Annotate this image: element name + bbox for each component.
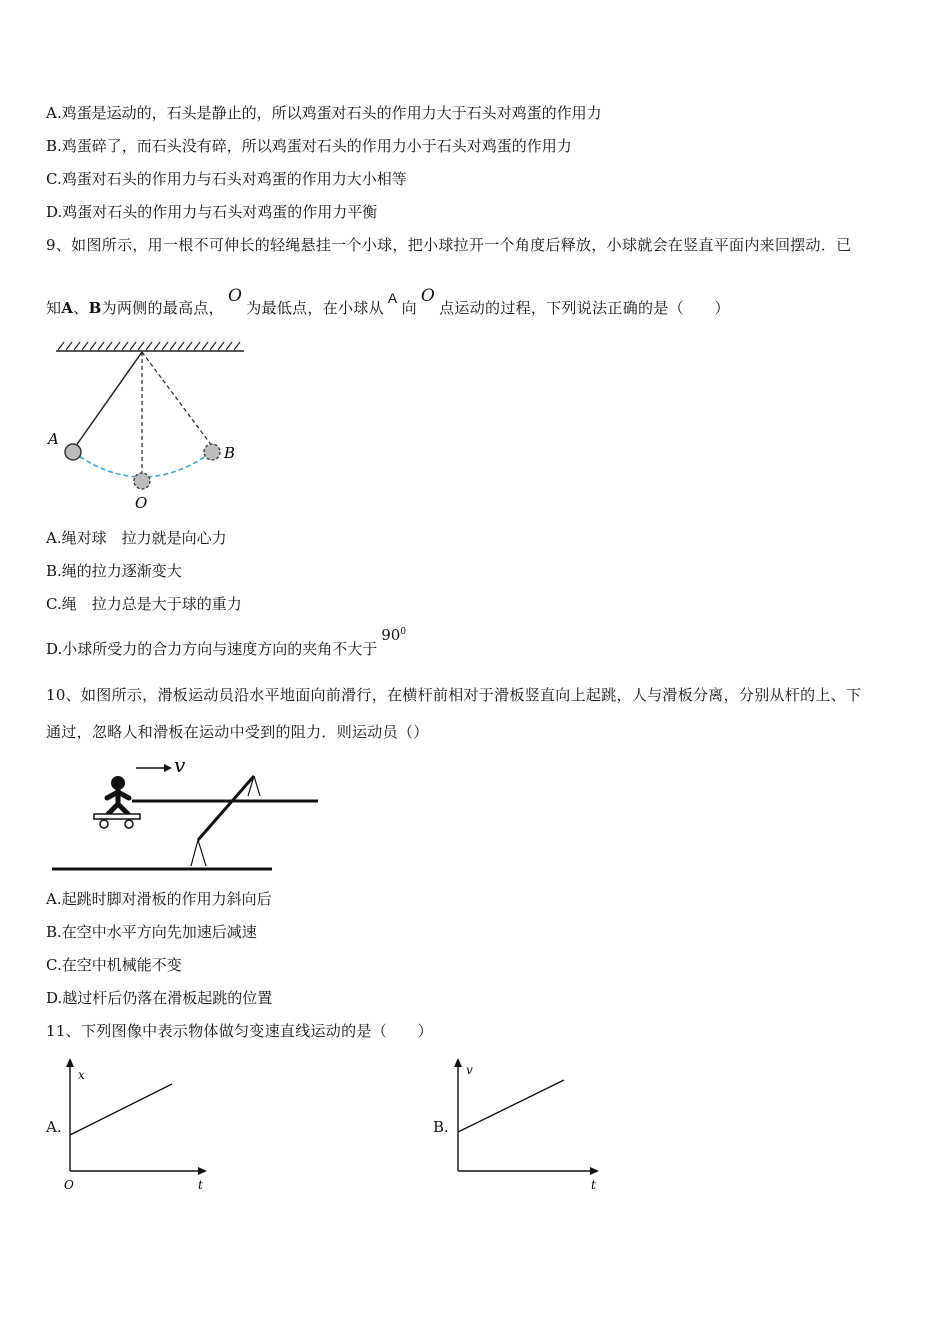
q10-stem-line2: 通过，忽略人和滑板在运动中受到的阻力．则运动员（） (46, 723, 429, 741)
q11-graph-a-label: A. (46, 1118, 62, 1136)
q10-option-c: C.在空中机械能不变 (46, 956, 182, 974)
q10-option-d: D.越过杆后仍落在滑板起跳的位置 (46, 989, 273, 1007)
q11-graph-b-label: B. (433, 1118, 449, 1136)
q10-stem-line1: 10、如图所示，滑板运动员沿水平地面向前滑行，在横杆前相对于滑板竖直向上起跳，人与滑板分离，分别从杆的上、下 (46, 686, 862, 704)
q8-option-a: A.鸡蛋是运动的，石头是静止的，所以鸡蛋对石头的作用力大于石头对鸡蛋的作用力 (46, 104, 602, 122)
skateboard-figure (46, 752, 326, 877)
graph-b-y-label: v (466, 1063, 473, 1077)
q9-stem-line1: 9、如图所示，用一根不可伸长的轻绳悬挂一个小球，把小球拉开一个角度后释放，小球就会在竖直平面内来回摆动．已 (46, 236, 852, 254)
graph-a-x-arrowhead (198, 1167, 207, 1175)
graph-a-x-label: t (198, 1178, 203, 1192)
graph-b-x-label: t (591, 1178, 596, 1192)
q10-option-a: A.起跳时脚对滑板的作用力斜向后 (46, 890, 272, 908)
skateboard-wheel-left (100, 820, 108, 828)
velocity-arrowhead (164, 764, 172, 772)
degree-superscript: 0 (400, 627, 407, 637)
graph-a-y-label: x (78, 1068, 85, 1082)
pendulum-figure (40, 334, 260, 514)
q11-stem: 11、下列图像中表示物体做匀变速直线运动的是（ ） (46, 1022, 433, 1040)
q9-option-d-text: D.小球所受力的合力方向与速度方向的夹角不大于 (46, 640, 378, 658)
skateboard-deck (94, 814, 140, 819)
graph-a (60, 1055, 220, 1195)
q9-option-c: C.绳 拉力总是大于球的重力 (46, 595, 242, 613)
skateboard-wheel-right (125, 820, 133, 828)
label-a: A (48, 430, 59, 448)
q9-point-o-raised: O (420, 286, 436, 306)
slanted-pole (198, 776, 254, 840)
ball-a (65, 444, 81, 460)
graph-b-y-arrowhead (454, 1058, 462, 1067)
pole-bottom-stand (191, 840, 206, 866)
q9-text: 为最低点，在小球从 (246, 299, 384, 317)
q9-option-d (46, 626, 407, 659)
q9-text: 为两侧的最高点， (101, 299, 224, 317)
label-b: B (224, 444, 236, 462)
q9-point-a: A (61, 299, 74, 317)
graph-b-x-arrowhead (590, 1167, 599, 1175)
q10-option-b: B.在空中水平方向先加速后减速 (46, 923, 257, 941)
q9-text: 知 (46, 299, 62, 317)
graph-b (448, 1055, 608, 1195)
q9-point-o: O (227, 286, 243, 306)
velocity-label: v (174, 753, 186, 777)
q9-stem-line2 (46, 286, 730, 318)
q8-option-c: C.鸡蛋对石头的作用力与石头对鸡蛋的作用力大小相等 (46, 170, 407, 188)
graph-a-origin-label: O (64, 1178, 74, 1192)
rope-dashed-right (142, 352, 212, 446)
ball-b (204, 444, 220, 460)
angle-number: 90 (381, 626, 401, 644)
q9-text: 向 (401, 299, 417, 317)
q9-option-a: A.绳对球 拉力就是向心力 (46, 529, 227, 547)
graph-a-line (70, 1084, 172, 1135)
graph-b-line (458, 1080, 564, 1132)
q9-text: 点运动的过程，下列说法正确的是（ ） (439, 299, 730, 317)
q9-text: 、 (73, 299, 89, 317)
person-body (107, 789, 129, 814)
angle-value (381, 626, 406, 644)
q9-point-a-raised: A (387, 290, 398, 306)
graph-a-y-arrowhead (66, 1058, 74, 1067)
label-o: O (135, 494, 148, 512)
q9-option-b: B.绳的拉力逐渐变大 (46, 562, 182, 580)
ceiling-hatch (58, 342, 240, 350)
q8-option-b: B.鸡蛋碎了，而石头没有碎，所以鸡蛋对石头的作用力小于石头对鸡蛋的作用力 (46, 137, 572, 155)
q8-option-d: D.鸡蛋对石头的作用力与石头对鸡蛋的作用力平衡 (46, 203, 378, 221)
q9-point-b: B (88, 299, 102, 317)
rope-solid (73, 352, 142, 450)
ball-o (134, 473, 150, 489)
